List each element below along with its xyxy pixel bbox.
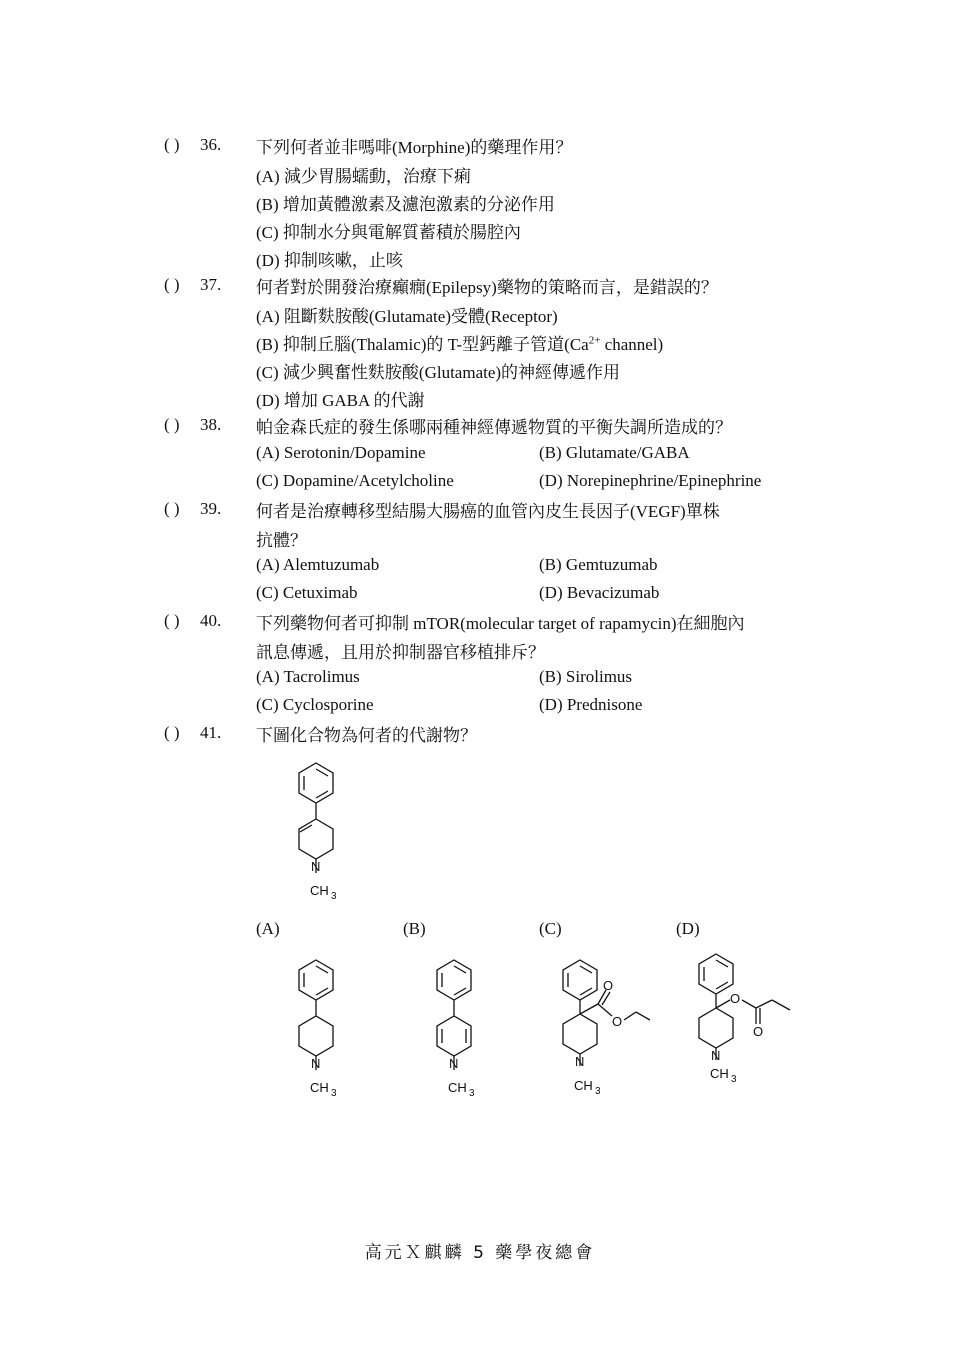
o-label: O: [730, 991, 741, 1006]
option-36-d: (D) 抑制咳嗽，止咳: [256, 251, 403, 270]
answer-blank-40[interactable]: ( ): [164, 611, 180, 630]
option-38-a: (A) Serotonin/Dopamine: [256, 443, 426, 462]
question-number-38: 38.: [200, 415, 222, 434]
n-label: N: [711, 1048, 721, 1063]
option-41-c-label: (C): [539, 919, 562, 938]
option-41-b-label: (B): [403, 919, 426, 938]
question-stem-37: 何者對於開發治療癲癇(Epilepsy)藥物的策略而言，是錯誤的？: [256, 278, 718, 297]
answer-blank-38[interactable]: ( ): [164, 415, 180, 434]
option-41-d-label: (D): [676, 919, 700, 938]
answer-blank-36[interactable]: ( ): [164, 135, 180, 154]
option-38-c: (C) Dopamine/Acetylcholine: [256, 471, 454, 490]
n-label: N: [311, 1056, 321, 1071]
option-36-c: (C) 抑制水分與電解質蓄積於腸腔內: [256, 223, 521, 242]
question-stem-40-line2: 訊息傳遞，且用於抑制器官移植排斥？: [256, 643, 545, 662]
question-number-40: 40.: [200, 611, 222, 630]
option-36-b: (B) 增加黃體激素及濾泡激素的分泌作用: [256, 195, 555, 214]
structure-option-b: [408, 952, 498, 1107]
option-38-b: (B) Glutamate/GABA: [539, 443, 690, 462]
structure-mptp: [270, 755, 360, 910]
option-37-b-tail: channel): [600, 335, 664, 354]
option-37-d: (D) 增加 GABA 的代謝: [256, 391, 425, 410]
ch3-sub: 3: [331, 1088, 337, 1099]
n-label: N: [311, 859, 321, 874]
ch3-label: CH: [710, 1066, 729, 1081]
option-36-a: (A) 減少胃腸蠕動，治療下痢: [256, 167, 471, 186]
answer-blank-41[interactable]: ( ): [164, 723, 180, 742]
structure-option-d: [676, 946, 806, 1101]
option-37-a: (A) 阻斷麩胺酸(Glutamate)受體(Receptor): [256, 307, 558, 326]
ch3-label: CH: [310, 1080, 329, 1095]
question-stem-41: 下圖化合物為何者的代謝物？: [256, 726, 477, 745]
ch3-sub: 3: [731, 1074, 737, 1085]
option-37-b: [256, 330, 663, 355]
ch3-label: CH: [448, 1080, 467, 1095]
structure-option-a: [270, 952, 360, 1107]
option-39-d: (D) Bevacizumab: [539, 583, 660, 602]
o-label: O: [753, 1024, 764, 1039]
ch3-label: CH: [310, 883, 329, 898]
option-37-b-superscript: 2+: [588, 334, 601, 347]
question-stem-39-line2: 抗體？: [256, 531, 307, 550]
question-stem-36: 下列何者並非嗎啡(Morphine)的藥理作用？: [256, 138, 573, 157]
question-stem-38: 帕金森氏症的發生係哪兩種神經傳遞物質的平衡失調所造成的？: [256, 418, 732, 437]
ch3-label: CH: [574, 1078, 593, 1093]
option-39-c: (C) Cetuximab: [256, 583, 358, 602]
option-39-b: (B) Gemtuzumab: [539, 555, 658, 574]
n-label: N: [575, 1054, 585, 1069]
question-number-37: 37.: [200, 275, 222, 294]
option-38-d: (D) Norepinephrine/Epinephrine: [539, 471, 762, 490]
option-40-c: (C) Cyclosporine: [256, 695, 374, 714]
page-footer: 高元Ｘ麒麟 5 藥學夜總會: [364, 1243, 596, 1263]
ch3-sub: 3: [469, 1088, 475, 1099]
question-number-41: 41.: [200, 723, 222, 742]
question-stem-39-line1: 何者是治療轉移型結腸大腸癌的血管內皮生長因子(VEGF)單株: [256, 502, 720, 521]
o-label: O: [612, 1014, 623, 1029]
option-40-a: (A) Tacrolimus: [256, 667, 360, 686]
ch3-sub: 3: [595, 1086, 601, 1097]
option-39-a: (A) Alemtuzumab: [256, 555, 380, 574]
answer-blank-37[interactable]: ( ): [164, 275, 180, 294]
ch3-sub: 3: [331, 891, 337, 902]
question-number-39: 39.: [200, 499, 222, 518]
question-stem-40-line1: 下列藥物何者可抑制 mTOR(molecular target of rapamycin)在細胞內: [256, 614, 745, 633]
option-41-a-label: (A): [256, 919, 280, 938]
n-label: N: [449, 1056, 459, 1071]
option-37-c: (C) 減少興奮性麩胺酸(Glutamate)的神經傳遞作用: [256, 363, 621, 382]
answer-blank-39[interactable]: ( ): [164, 499, 180, 518]
structure-option-c: [536, 952, 666, 1107]
o-label: O: [603, 978, 614, 993]
question-number-36: 36.: [200, 135, 222, 154]
option-40-d: (D) Prednisone: [539, 695, 643, 714]
option-37-b-text: (B) 抑制丘腦(Thalamic)的 T-型鈣離子管道(Ca: [256, 335, 589, 354]
option-40-b: (B) Sirolimus: [539, 667, 633, 686]
